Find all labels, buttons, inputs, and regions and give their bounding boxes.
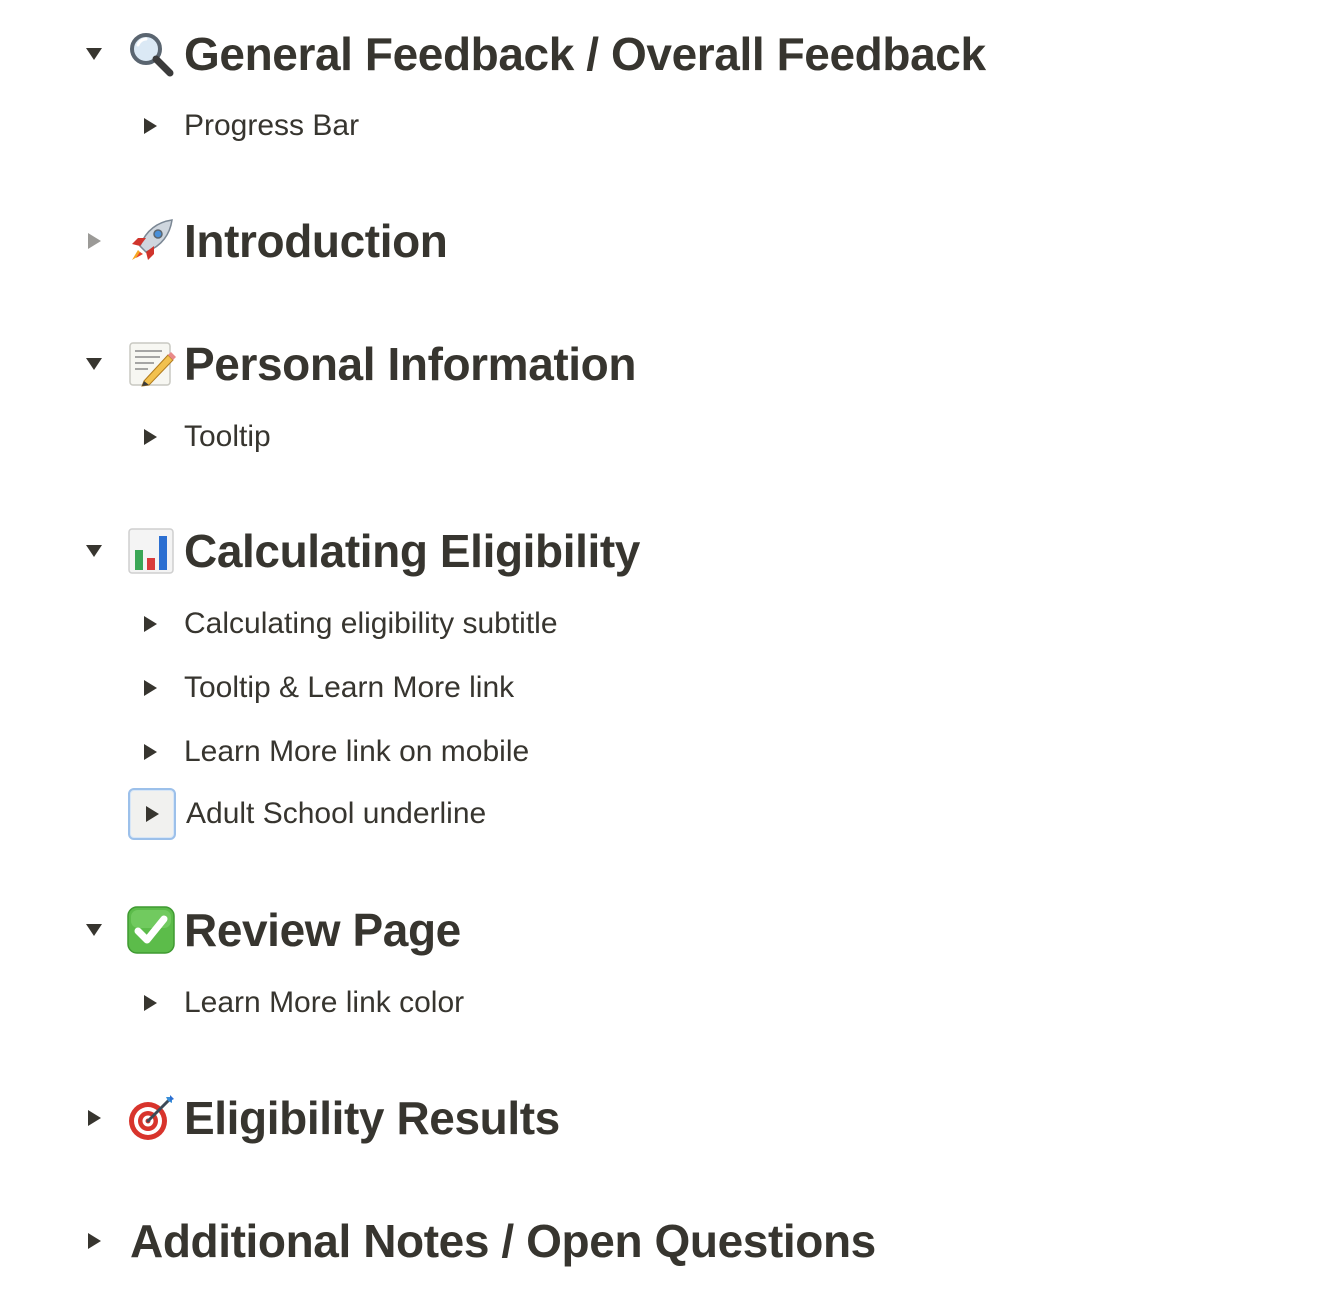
toggle-item-label: Progress Bar: [184, 109, 360, 142]
expand-toggle-eligibility-results[interactable]: [72, 1096, 116, 1140]
triangle-down-icon: [84, 354, 104, 374]
section-title: Introduction: [184, 215, 448, 267]
expand-toggle-focused[interactable]: [128, 788, 176, 840]
check-mark-button-icon: [126, 905, 176, 955]
triangle-down-icon: [84, 44, 104, 64]
collapse-toggle-general-feedback[interactable]: [72, 32, 116, 76]
toggle-heading-review-page: [72, 900, 461, 960]
rocket-icon: [126, 216, 176, 266]
expand-toggle[interactable]: [128, 666, 172, 710]
toggle-heading-personal-information: [72, 334, 636, 394]
toggle-heading-calculating-eligibility: [72, 521, 640, 581]
section-title: Eligibility Results: [184, 1092, 560, 1144]
expand-toggle[interactable]: [128, 730, 172, 774]
bar-chart-icon: [126, 526, 176, 576]
toggle-item-label: Tooltip & Learn More link: [184, 671, 515, 704]
toggle-item: [128, 600, 558, 648]
collapse-toggle-review-page[interactable]: [72, 908, 116, 952]
triangle-right-icon: [140, 427, 160, 447]
toggle-item: [128, 413, 271, 461]
section-title: Calculating Eligibility: [184, 525, 640, 577]
toggle-item-label: Tooltip: [184, 420, 271, 453]
triangle-right-icon: [140, 678, 160, 698]
toggle-item: [128, 728, 529, 776]
triangle-right-icon: [140, 116, 160, 136]
expand-toggle[interactable]: [128, 415, 172, 459]
section-title: Additional Notes / Open Questions: [130, 1215, 876, 1267]
toggle-item-label: Learn More link color: [184, 986, 465, 1019]
collapse-toggle-personal-information[interactable]: [72, 342, 116, 386]
expand-toggle[interactable]: [128, 981, 172, 1025]
collapse-toggle-calculating-eligibility[interactable]: [72, 529, 116, 573]
expand-toggle[interactable]: [128, 602, 172, 646]
triangle-down-icon: [84, 920, 104, 940]
triangle-right-icon: [142, 804, 162, 824]
toggle-heading-additional-notes: [72, 1211, 876, 1271]
triangle-right-icon: [140, 993, 160, 1013]
section-title: Personal Information: [184, 338, 637, 390]
toggle-item-label: Calculating eligibility subtitle: [184, 607, 558, 640]
toggle-item-label: Adult School underline: [186, 797, 487, 830]
expand-toggle-additional-notes[interactable]: [72, 1219, 116, 1263]
toggle-item: [128, 664, 514, 712]
triangle-right-icon: [84, 1231, 104, 1251]
toggle-item: [128, 979, 464, 1027]
expand-toggle[interactable]: [128, 104, 172, 148]
expand-toggle-introduction[interactable]: [72, 219, 116, 263]
triangle-right-icon: [84, 231, 104, 251]
triangle-down-icon: [84, 541, 104, 561]
toggle-item-label: Learn More link on mobile: [184, 735, 530, 768]
toggle-item: [128, 790, 486, 838]
section-title: General Feedback / Overall Feedback: [184, 28, 986, 80]
toggle-heading-general-feedback: [72, 24, 986, 84]
magnifying-glass-icon: [126, 29, 176, 79]
toggle-heading-eligibility-results: [72, 1088, 560, 1148]
direct-hit-icon: [126, 1093, 176, 1143]
triangle-right-icon: [140, 742, 160, 762]
triangle-right-icon: [140, 614, 160, 634]
toggle-heading-introduction: [72, 211, 447, 271]
memo-icon: [126, 339, 176, 389]
triangle-right-icon: [84, 1108, 104, 1128]
section-title: Review Page: [184, 904, 461, 956]
toggle-item: [128, 102, 359, 150]
